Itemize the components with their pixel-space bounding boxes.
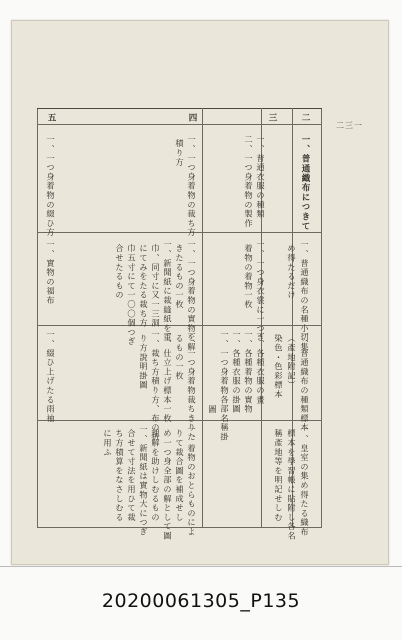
c3-row1-line1: 一、一つ身衣裳に一つき: [256, 240, 266, 343]
c4-title-line2: 積り方: [175, 139, 185, 167]
c3-item-1: 一、普通衣服の種類: [256, 135, 266, 219]
c4-row2-line4: 一、裁ち方積り方、布の折: [151, 330, 161, 442]
c4-row1-line7: 合せたるもの: [115, 244, 125, 300]
row-rule-3: [37, 420, 322, 421]
c2-row2-line1: 一、普通織布の種類標本: [300, 330, 310, 433]
c2-row1-line2: め得たるだけ: [287, 244, 297, 300]
c4-row1-line4: 巾、同寸に又一三洞: [151, 244, 161, 328]
c5-row2-line1: 一、綴ひ上げたる雨袖: [46, 330, 56, 423]
c3-row2-line4: 一、一つ身着物各部名稱掛: [220, 330, 230, 442]
c3-item-2: 二、一つ身着物の製作: [244, 135, 254, 228]
column-divider-4: [202, 108, 203, 528]
c4-row1-line2: きたるもの一枚: [175, 244, 185, 310]
c2-row3-line2: 標本を學習帳に貼附し各名: [287, 429, 297, 541]
c4-row1-line1: 一、一つ身着物の實物を解: [187, 240, 197, 352]
c4-row2-line1: 一、一つ身着物裁ちきりた: [187, 330, 197, 442]
row-rule-1: [37, 232, 322, 233]
c4-row3-line8: に用ふ: [103, 429, 113, 457]
c4-row3-line3: め一つ身全部の解として圖: [163, 429, 173, 541]
c4-row3-line6: 合せて寸法を用ひて裁: [127, 429, 137, 522]
c4-title-line1: 一、一つ身着物の裁ち方: [187, 135, 197, 238]
c4-row2-line5: り方說明掛圖: [139, 334, 149, 390]
c4-row3-line1: 一、着物のおとらものによ: [187, 425, 197, 537]
c4-row1-line3: 一、新聞紙に裁縫紙を重: [163, 240, 173, 343]
c4-row3-line7: ち方積算をなさしむる: [115, 429, 125, 522]
c4-row3-line2: りて裁合圖を補成せし: [175, 429, 185, 522]
catalog-caption: 20200061305_P135: [101, 590, 301, 612]
c2-row1-line1: 一、普通織布の名種小切集: [300, 240, 310, 352]
c4-row3-line4: 理解を助けしむるもの: [151, 429, 161, 522]
c4-row1-line6: 巾五寸にて一〇〇個つぎ: [127, 244, 137, 347]
c2-row3-line1: 一、皇室の集め得たる織布: [300, 425, 310, 537]
c2-row2-line2: （產地附記）: [287, 334, 297, 390]
caption-divider: [0, 566, 402, 567]
c4-row2-line3: 一、仕立上げ標本一枚: [163, 330, 173, 423]
c5-row1-line1: 一、實物の福布: [46, 240, 56, 306]
table-top-rule: [37, 108, 322, 109]
c3-row2-line3: 一、各種衣服の掛圖: [232, 330, 242, 414]
c4-row2-line2: るもの一枚: [175, 334, 185, 381]
page-number: 二三一: [336, 121, 363, 130]
c4-row1-line5: にてみをたる裁ち方: [139, 244, 149, 328]
section-header-2: 二: [300, 113, 310, 123]
c2-row3-line3: 稱產地等を明記せしむ: [274, 429, 284, 522]
row-rule-2: [37, 325, 322, 326]
section-header-5: 五: [46, 113, 56, 123]
c4-row3-line5: 一、新聞紙は實物大につぎ: [139, 425, 149, 537]
c3-row2-line2: 一、各種着物の實物: [244, 330, 254, 414]
header-row-rule: [37, 124, 322, 125]
c5-title-line1: 一、一つ身着物の綴ひ方: [46, 135, 56, 238]
section-header-4: 四: [187, 113, 197, 123]
section-title-2: 一、普通織布につきて: [300, 135, 310, 231]
c3-row2-line5: 圖: [208, 405, 218, 415]
c2-row2-line3: 染色・色彩標本: [274, 334, 284, 400]
section-header-3: 三: [267, 113, 277, 123]
c3-row1-line2: 着物の着物一枚: [244, 244, 254, 310]
c3-row2-line1: 一、各種衣服の畫: [256, 330, 266, 405]
